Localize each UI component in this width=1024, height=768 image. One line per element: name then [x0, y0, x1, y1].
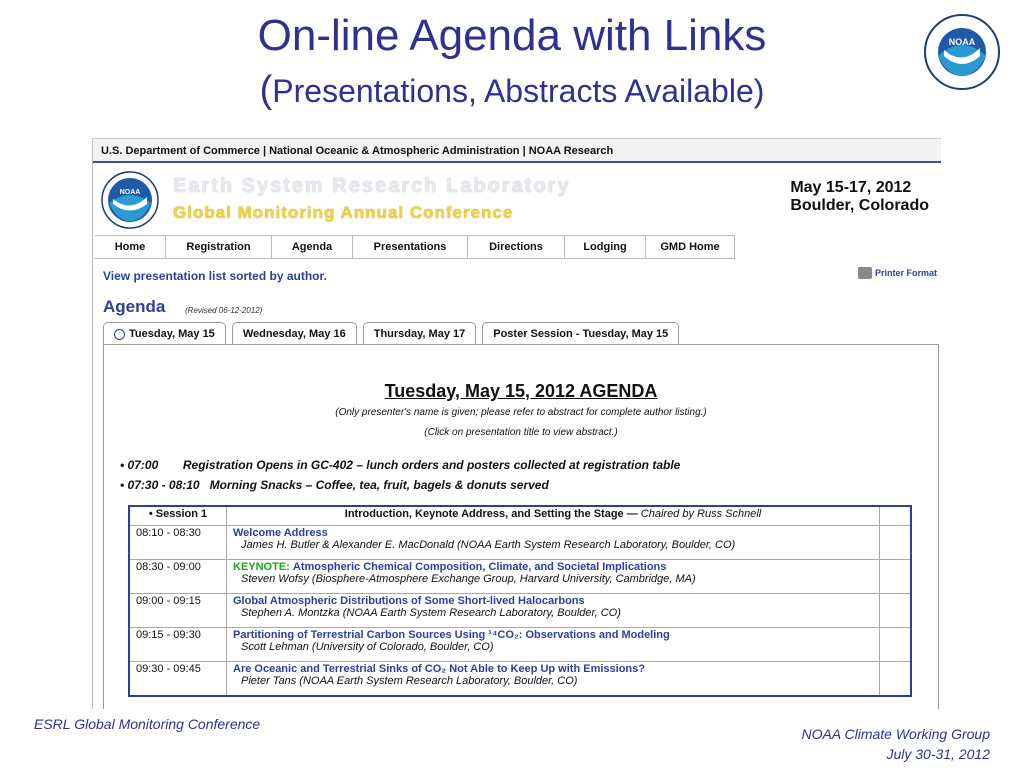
- tab-thursday[interactable]: Thursday, May 17: [363, 322, 477, 345]
- dates-line: May 15-17, 2012: [790, 179, 912, 196]
- bullet-text: Morning Snacks – Coffee, tea, fruit, bagels & donuts served: [209, 478, 549, 492]
- printer-label: Printer Format: [874, 268, 937, 278]
- footer-group-name: NOAA Climate Working Group: [801, 726, 990, 742]
- tab-tuesday[interactable]: [103, 322, 226, 345]
- tab-wednesday[interactable]: Wednesday, May 16: [232, 322, 357, 345]
- bullet-text: Registration Opens in GC-402 – lunch orders and posters collected at registration table: [182, 458, 681, 472]
- tab-poster-session[interactable]: Poster Session - Tuesday, May 15: [482, 322, 679, 345]
- keynote-label: KEYNOTE:: [233, 561, 290, 573]
- session-title-text: Introduction, Keynote Address, and Setting the Stage —: [344, 508, 641, 520]
- talk-time: 08:30 - 09:00: [129, 560, 227, 594]
- conference-dates: [790, 179, 929, 215]
- nav-agenda[interactable]: Agenda: [272, 236, 353, 258]
- nav-registration[interactable]: Registration: [166, 236, 272, 258]
- nav-home[interactable]: Home: [95, 236, 166, 258]
- location-line: Boulder, Colorado: [790, 197, 929, 214]
- bullet-time: 07:00: [127, 458, 159, 472]
- nav-gmd-home[interactable]: GMD Home: [646, 236, 735, 258]
- talk-cell: [227, 560, 880, 594]
- talk-extra: [880, 594, 912, 628]
- tab-label: Tuesday, May 15: [129, 328, 215, 340]
- talk-title-link[interactable]: Partitioning of Terrestrial Carbon Sources Using ¹⁴CO₂: Observations and Modeling: [233, 629, 670, 641]
- session-chair: Chaired by Russ Schnell: [640, 508, 762, 520]
- presenter-note: (Only presenter's name is given; please refer to abstract for complete author listing.): [335, 407, 707, 418]
- talk-time: 08:10 - 08:30: [129, 526, 227, 560]
- lab-name: Earth System Research Laboratory: [173, 175, 571, 197]
- view-by-author-link[interactable]: View presentation list sorted by author.: [103, 269, 327, 283]
- talk-extra: [880, 662, 912, 697]
- table-row: [129, 560, 911, 594]
- talk-title-link[interactable]: Atmospheric Chemical Composition, Climate, and Societal Implications: [292, 561, 667, 573]
- click-note: (Click on presentation title to view abstract.): [424, 427, 618, 438]
- site-banner: [93, 165, 941, 235]
- table-row: [129, 628, 911, 662]
- footer-group: [801, 724, 990, 764]
- footer-group-date: July 30-31, 2012: [886, 746, 990, 762]
- footer-conference: ESRL Global Monitoring Conference: [34, 716, 261, 732]
- agenda-heading: Agenda: [103, 297, 166, 316]
- revised-date: (Revised 06-12-2012): [185, 306, 263, 315]
- list-item: • 07:30 - 08:10 Morning Snacks – Coffee, tea, fruit, bagels & donuts served: [120, 478, 549, 492]
- clock-icon: [114, 329, 125, 340]
- table-row: [129, 526, 911, 560]
- talk-time: 09:30 - 09:45: [129, 662, 227, 697]
- talk-cell: [227, 526, 880, 560]
- talk-cell: [227, 594, 880, 628]
- printer-icon: [858, 267, 872, 279]
- slide-title: On-line Agenda with Links: [257, 11, 767, 60]
- table-row: [129, 662, 911, 697]
- session-header: [129, 506, 911, 526]
- subtitle-text: Presentations, Abstracts Available): [272, 73, 765, 109]
- day-tabs: [103, 322, 679, 345]
- talk-time: 09:15 - 09:30: [129, 628, 227, 662]
- main-nav: [95, 235, 735, 259]
- noaa-logo-icon[interactable]: [101, 171, 159, 229]
- talk-cell: [227, 662, 880, 697]
- talk-cell: [227, 628, 880, 662]
- session-extra: [880, 506, 912, 526]
- nav-lodging[interactable]: Lodging: [565, 236, 646, 258]
- conference-name: Global Monitoring Annual Conference: [173, 203, 514, 222]
- day-title: Tuesday, May 15, 2012 AGENDA: [384, 381, 658, 401]
- talk-extra: [880, 628, 912, 662]
- session-table: [128, 505, 912, 697]
- nav-directions[interactable]: Directions: [468, 236, 565, 258]
- department-bar: U.S. Department of Commerce | National Oceanic & Atmospheric Administration | NOAA Research: [93, 139, 941, 163]
- nav-presentations[interactable]: Presentations: [353, 236, 468, 258]
- logo-label: NOAA: [119, 189, 141, 196]
- talk-title-link[interactable]: Global Atmospheric Distributions of Some Short-lived Halocarbons: [233, 595, 585, 607]
- session-label: • Session 1: [129, 506, 227, 526]
- talk-title-link[interactable]: Welcome Address: [233, 527, 328, 539]
- slide-subtitle: [0, 70, 1024, 111]
- talk-authors: Pieter Tans (NOAA Earth System Research Laboratory, Boulder, CO): [241, 675, 578, 687]
- talk-authors: Steven Wofsy (Biosphere-Atmosphere Exchange Group, Harvard University, Cambridge, MA): [241, 573, 696, 585]
- list-item: • 07:00 Registration Opens in GC-402 – lunch orders and posters collected at registration table: [120, 458, 681, 472]
- session-title: [227, 506, 880, 526]
- noaa-seal-icon: [924, 14, 1000, 90]
- subtitle-paren: (: [259, 69, 273, 111]
- talk-authors: Scott Lehman (University of Colorado, Boulder, CO): [241, 641, 494, 653]
- website-screenshot: [92, 138, 941, 709]
- talk-extra: [880, 526, 912, 560]
- talk-authors: Stephen A. Montzka (NOAA Earth System Research Laboratory, Boulder, CO): [241, 607, 621, 619]
- talk-title-link[interactable]: Are Oceanic and Terrestrial Sinks of CO₂ Not Able to Keep Up with Emissions?: [233, 663, 645, 675]
- talk-time: 09:00 - 09:15: [129, 594, 227, 628]
- bullet-time: 07:30 - 08:10: [127, 478, 200, 492]
- seal-label: NOAA: [948, 37, 976, 47]
- printer-format-link[interactable]: [858, 267, 937, 279]
- agenda-panel: [103, 344, 939, 709]
- talk-extra: [880, 560, 912, 594]
- talk-authors: James H. Butler & Alexander E. MacDonald (NOAA Earth System Research Laboratory, Boulder, CO): [241, 539, 736, 551]
- table-row: [129, 594, 911, 628]
